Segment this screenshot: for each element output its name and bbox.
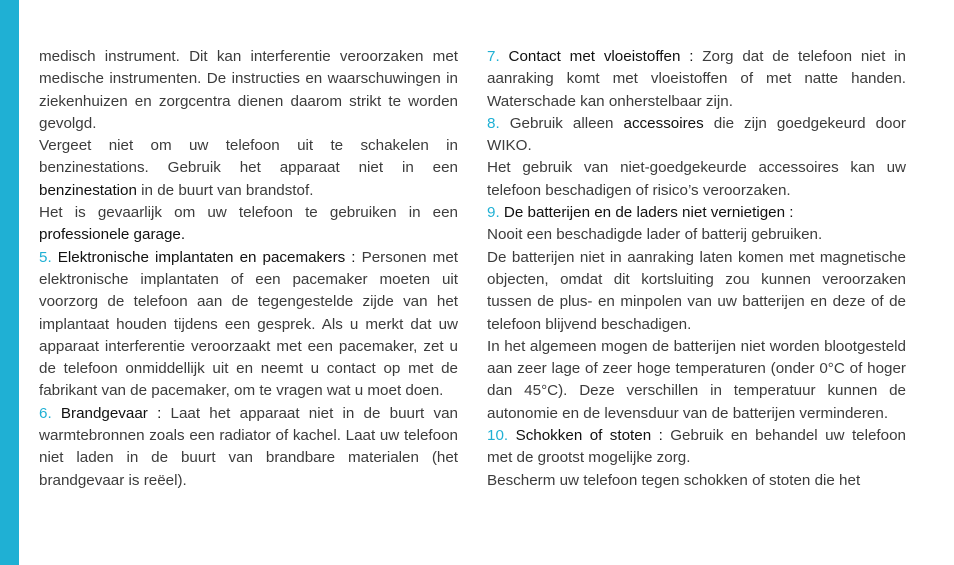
section-6-fire-hazard bbox=[39, 403, 458, 492]
paragraph-text: Het gebruik van niet-goedgekeurde accessoires kan uw telefoon beschadigen of risico’s veroorzaken. bbox=[487, 159, 906, 199]
section-text: Personen met elektronische implantaten of een pacemaker moeten uit voorzorg de telefoon aan de tegengestelde zijde van het implantaat houden tijdens een gesprek. Als u merkt dat uw apparaat interferentie veroorzaakt met een pacemaker, zet u de telefoon onmiddellijk uit en neemt u contact op met de fabrikant van de pacemaker, om te vragen wat u moet doen. bbox=[39, 248, 458, 400]
section-number: 6. bbox=[39, 404, 52, 422]
section-text: Gebruik en behandel uw telefoon met de grootst mogelijke zorg. bbox=[487, 427, 906, 467]
right-column bbox=[487, 46, 906, 492]
keyword-garage: professionele garage. bbox=[39, 226, 186, 244]
paragraph-garage bbox=[39, 202, 458, 247]
section-number: 8. bbox=[487, 114, 500, 132]
paragraph-text: in de buurt van brandstof. bbox=[136, 181, 314, 199]
section-9-batteries bbox=[487, 202, 906, 224]
section-9-paragraph-1 bbox=[487, 224, 906, 246]
section-9-paragraph-2 bbox=[487, 247, 906, 336]
section-text: Gebruik alleen bbox=[499, 114, 624, 132]
section-heading: Brandgevaar : bbox=[60, 404, 162, 422]
section-text: Zorg dat de telefoon niet in aanraking komt met vloeistoffen of met natte handen. Waterschade kan onherstelbaar zijn. bbox=[487, 48, 906, 110]
section-heading: Elektronische implantaten en pacemakers : bbox=[57, 248, 356, 266]
section-8-accessories bbox=[487, 113, 906, 158]
paragraph-text: Nooit een beschadigde lader of batterij gebruiken. bbox=[487, 226, 823, 244]
paragraph-text: Het is gevaarlijk om uw telefoon te gebruiken in een bbox=[39, 204, 458, 222]
section-text: die zijn goedgekeurd door WIKO. bbox=[487, 114, 906, 155]
paragraph-text: Bescherm uw telefoon tegen schokken of stoten die het bbox=[487, 471, 861, 489]
section-heading: Contact met vloeistoffen : bbox=[508, 48, 694, 65]
paragraph-medical-instruments bbox=[39, 46, 458, 135]
section-5-implants bbox=[39, 247, 458, 403]
section-heading: De batterijen en de laders niet vernietigen : bbox=[503, 204, 794, 222]
section-heading: Schokken of stoten : bbox=[515, 427, 663, 445]
accent-side-bar bbox=[0, 0, 19, 565]
paragraph-text: De batterijen niet in aanraking laten komen met magnetische objecten, omdat dit kortsluiting zou kunnen veroorzaken tussen de plus- en minpolen van uw batterijen en deze of de telefoon blijvend beschadigen. bbox=[487, 248, 906, 333]
paragraph-petrol-station bbox=[39, 135, 458, 202]
section-10-paragraph bbox=[487, 470, 906, 492]
section-9-paragraph-3 bbox=[487, 336, 906, 425]
section-number: 7. bbox=[487, 48, 500, 65]
section-10-shocks bbox=[487, 425, 906, 470]
keyword-accessoires: accessoires bbox=[623, 114, 704, 132]
paragraph-text: medisch instrument. Dit kan interferentie veroorzaken met medische instrumenten. De instructies en waarschuwingen in ziekenhuizen en zorgcentra dienen daarom strikt te worden gevolgd. bbox=[39, 48, 458, 132]
paragraph-text: Vergeet niet om uw telefoon uit te schakelen in benzinestations. Gebruik het apparaat niet in een bbox=[39, 137, 458, 177]
paragraph-text: In het algemeen mogen de batterijen niet worden blootgesteld aan zeer lage of zeer hoge temperaturen (onder 0°C of hoger dan 45°C). Deze verschillen in temperatuur kunnen de autonomie en de levensduur van de batterijen verminderen. bbox=[487, 337, 906, 422]
keyword-benzinestation: benzinestation bbox=[39, 181, 137, 199]
left-column bbox=[39, 46, 458, 492]
section-number: 10. bbox=[487, 427, 509, 445]
section-number: 5. bbox=[39, 248, 52, 266]
section-number: 9. bbox=[487, 204, 500, 222]
section-8-paragraph bbox=[487, 157, 906, 202]
section-7-liquids bbox=[487, 46, 906, 113]
section-text: Laat het apparaat niet in de buurt van warmtebronnen zoals een radiator of kachel. Laat uw telefoon niet laden in de buurt van brandbare materialen (het brandgevaar is reëel). bbox=[39, 404, 458, 489]
